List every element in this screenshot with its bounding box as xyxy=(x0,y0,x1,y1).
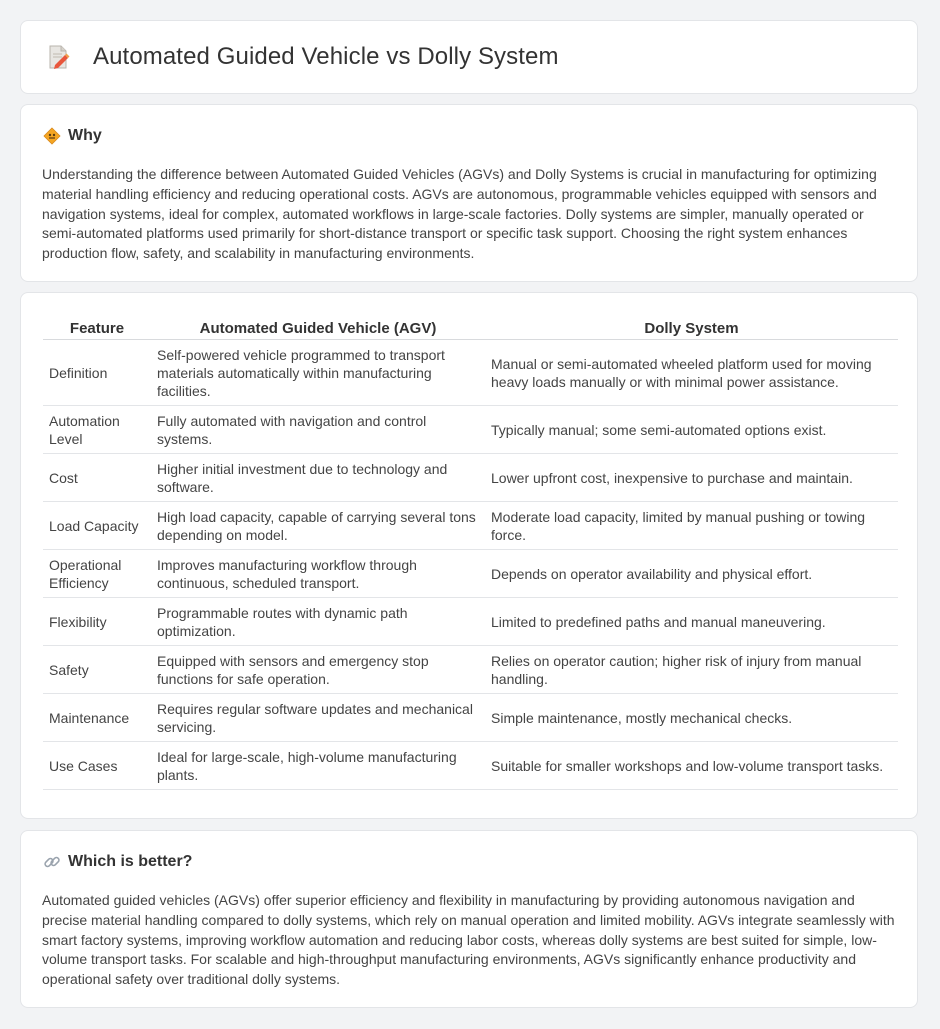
agv-cell: Equipped with sensors and emergency stop functions for safe operation. xyxy=(151,646,485,694)
diamond-sign-icon xyxy=(43,127,61,145)
table-row xyxy=(43,454,898,502)
why-heading: Why xyxy=(68,127,102,144)
header-feature: Feature xyxy=(43,315,151,340)
document-pencil-icon xyxy=(47,44,71,70)
better-heading: Which is better? xyxy=(68,853,193,870)
table-row xyxy=(43,646,898,694)
why-section xyxy=(20,104,918,282)
agv-cell: Higher initial investment due to technology and software. xyxy=(151,454,485,502)
dolly-cell: Limited to predefined paths and manual maneuvering. xyxy=(485,598,898,646)
why-text: Understanding the difference between Automated Guided Vehicles (AGVs) and Dolly Systems is crucial in manufacturing for optimizing material handling efficiency and reducing operational costs. AGVs are autonomous, programmable vehicles equipped with sensors and navigation systems, ideal for complex, automated workflows in large-scale factories. Dolly systems are simpler, manually operated or semi-automated platforms used primarily for short-distance transport or specific task support. Choosing the right system enhances production flow, safety, and scalability in manufacturing environments. xyxy=(42,166,877,262)
table-header-row xyxy=(43,315,898,340)
table-row xyxy=(43,694,898,742)
feature-cell: Operational Efficiency xyxy=(43,550,151,598)
dolly-cell: Moderate load capacity, limited by manual pushing or towing force. xyxy=(485,502,898,550)
header-dolly: Dolly System xyxy=(485,315,898,340)
table-row xyxy=(43,550,898,598)
feature-cell: Load Capacity xyxy=(43,502,151,550)
dolly-cell: Typically manual; some semi-automated options exist. xyxy=(485,406,898,454)
dolly-cell: Lower upfront cost, inexpensive to purchase and maintain. xyxy=(485,454,898,502)
agv-cell: Requires regular software updates and mechanical servicing. xyxy=(151,694,485,742)
dolly-cell: Relies on operator caution; higher risk of injury from manual handling. xyxy=(485,646,898,694)
agv-cell: Self-powered vehicle programmed to transport materials automatically within manufacturing facilities. xyxy=(151,340,485,406)
feature-cell: Safety xyxy=(43,646,151,694)
agv-cell: Fully automated with navigation and control systems. xyxy=(151,406,485,454)
header-agv: Automated Guided Vehicle (AGV) xyxy=(151,315,485,340)
feature-cell: Use Cases xyxy=(43,742,151,790)
feature-cell: Automation Level xyxy=(43,406,151,454)
table-row xyxy=(43,598,898,646)
agv-cell: Improves manufacturing workflow through continuous, scheduled transport. xyxy=(151,550,485,598)
dolly-cell: Suitable for smaller workshops and low-volume transport tasks. xyxy=(485,742,898,790)
agv-cell: Programmable routes with dynamic path optimization. xyxy=(151,598,485,646)
feature-cell: Cost xyxy=(43,454,151,502)
agv-cell: Ideal for large-scale, high-volume manufacturing plants. xyxy=(151,742,485,790)
better-text: Automated guided vehicles (AGVs) offer superior efficiency and flexibility in manufacturing by providing autonomous navigation and precise material handling compared to dolly systems, which rely on manual operation and limited mobility. AGVs integrate seamlessly with smart factory systems, improving workflow automation and reducing labor costs, whereas dolly systems are best suited for simple, low-volume transport tasks. For scalable and high-throughput manufacturing environments, AGVs significantly enhance productivity and operational safety over traditional dolly systems. xyxy=(42,892,895,988)
dolly-cell: Simple maintenance, mostly mechanical checks. xyxy=(485,694,898,742)
table-row xyxy=(43,340,898,406)
feature-cell: Maintenance xyxy=(43,694,151,742)
better-section xyxy=(20,830,918,1008)
feature-cell: Definition xyxy=(43,340,151,406)
dolly-cell: Manual or semi-automated wheeled platform used for moving heavy loads manually or with minimal power assistance. xyxy=(485,340,898,406)
link-icon xyxy=(43,853,61,871)
dolly-cell: Depends on operator availability and physical effort. xyxy=(485,550,898,598)
comparison-section xyxy=(20,292,918,819)
table-row xyxy=(43,502,898,550)
agv-cell: High load capacity, capable of carrying several tons depending on model. xyxy=(151,502,485,550)
feature-cell: Flexibility xyxy=(43,598,151,646)
table-row xyxy=(43,742,898,790)
page-title: Automated Guided Vehicle vs Dolly System xyxy=(93,43,559,70)
comparison-table xyxy=(43,315,898,790)
title-card xyxy=(20,20,918,94)
table-row xyxy=(43,406,898,454)
